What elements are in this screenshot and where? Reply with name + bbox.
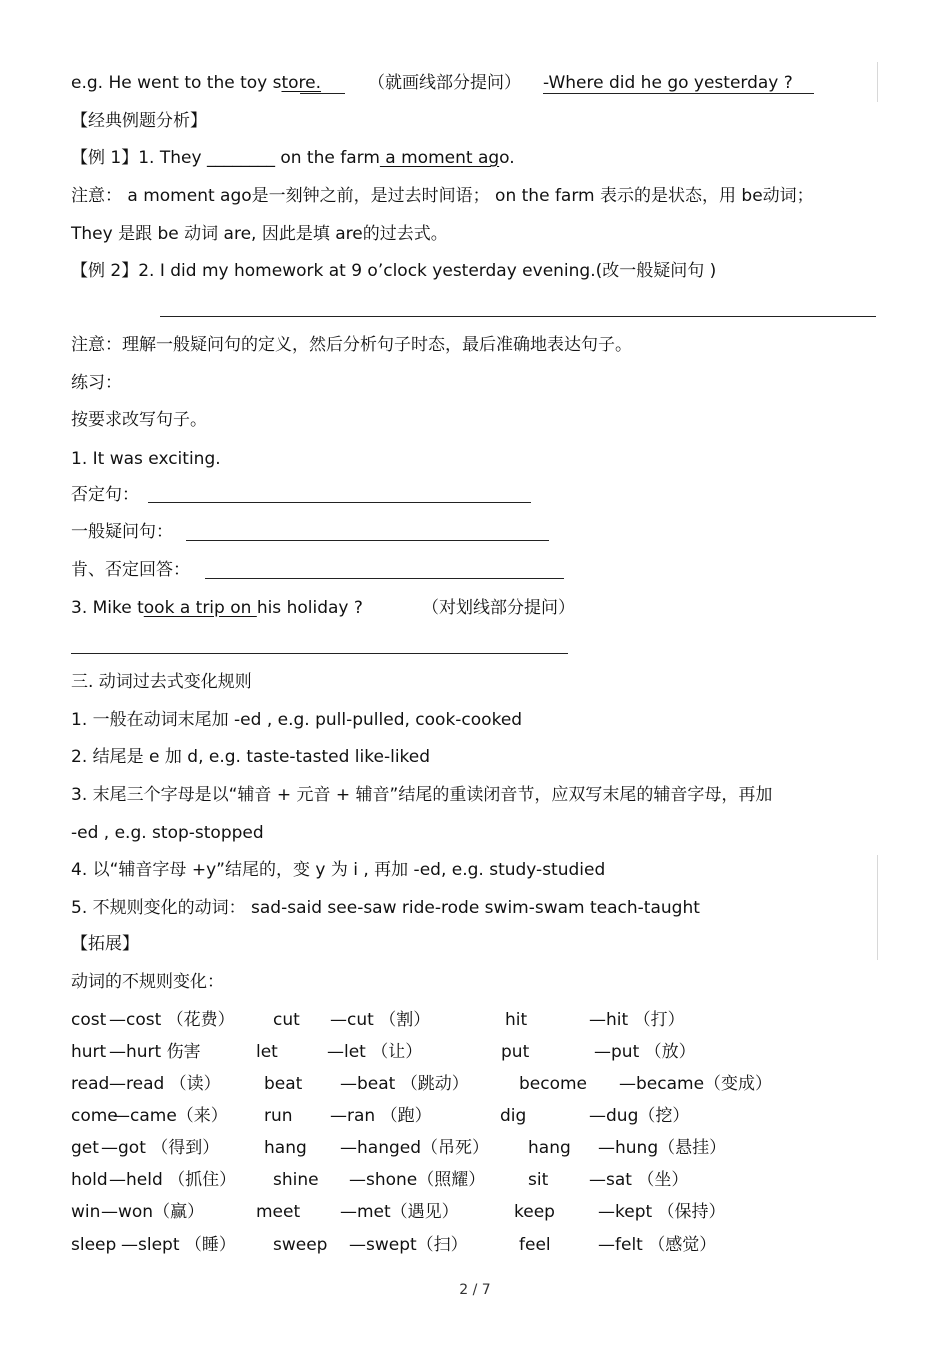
question-3-prefix: 3. Mike t [71, 598, 144, 618]
verb-base: beat [264, 1074, 303, 1094]
verb-base: shine [273, 1170, 319, 1190]
verb-base: cut [273, 1010, 300, 1030]
verb-base: run [264, 1106, 293, 1126]
verb-base: hold [71, 1170, 108, 1190]
verb-base: win [71, 1202, 101, 1222]
rule-3b: -ed , e.g. stop-stopped [71, 823, 264, 843]
right-margin-bar-top [877, 62, 878, 102]
verb-past: —held （抓住） [109, 1170, 237, 1190]
verb-base: let [256, 1042, 278, 1062]
example-answer-underline [543, 93, 814, 94]
example-1-text: 1. They ________ on the farm [138, 148, 380, 168]
verb-past: —came（来） [113, 1106, 228, 1126]
verb-base: dig [500, 1106, 527, 1126]
verb-past: —got （得到） [101, 1138, 220, 1158]
rule-1: 1. 一般在动词末尾加 -ed , e.g. pull-pulled, cook-cooked [71, 710, 523, 730]
example-1 [71, 147, 515, 169]
note-1b: They 是跟 be 动词 are, 因此是填 are的过去式。 [71, 224, 448, 244]
verb-base: sweep [273, 1235, 328, 1255]
expand-heading: 【拓展】 [71, 934, 139, 954]
verb-base: get [71, 1138, 99, 1158]
negative-label: 否定句： [71, 485, 139, 505]
verb-past: —sat （坐） [589, 1170, 689, 1190]
example-note: （就画线部分提问） [368, 73, 521, 93]
right-margin-bar-bottom [877, 855, 878, 960]
verb-past: —swept（扫） [349, 1235, 468, 1255]
rule-4: 4. 以“辅音字母 +y”结尾的，变 y 为 i , 再加 -ed, e.g. study-studied [71, 860, 606, 880]
verb-base: come [71, 1106, 118, 1126]
verb-base: read [71, 1074, 110, 1094]
verb-past: —cost （花费） [109, 1010, 235, 1030]
verb-past: —met（遇见） [340, 1202, 459, 1222]
section-3-heading: 三. 动词过去式变化规则 [71, 672, 252, 692]
verb-past: —dug（挖） [589, 1106, 690, 1126]
verb-base: hit [505, 1010, 528, 1030]
rule-3: 3. 末尾三个字母是以“辅音 + 元音 + 辅音”结尾的重读闭音节，应双写末尾的辅音字母，再加 [71, 785, 773, 805]
example-line [71, 72, 321, 94]
classic-heading: 【经典例题分析】 [71, 111, 207, 131]
question-1: 1. It was exciting. [71, 449, 221, 469]
rule-2: 2. 结尾是 e 加 d, e.g. taste-tasted like-liked [71, 747, 431, 767]
example-prefix: e.g. He went to the toy s [71, 73, 282, 93]
irregular-heading: 动词的不规则变化： [71, 972, 224, 992]
example-1-tag: 【例 1】 [71, 148, 139, 168]
note-2: 注意：理解一般疑问句的定义，然后分析句子时态，最后准确地表达句子。 [71, 335, 632, 355]
rewrite-instruction: 按要求改写句子。 [71, 410, 207, 430]
question-3 [71, 597, 363, 619]
verb-past: —hung（悬挂） [598, 1138, 727, 1158]
verb-base: become [519, 1074, 588, 1094]
verb-past: —kept （保持） [598, 1202, 726, 1222]
example-answer: -Where did he go yesterday ? [543, 73, 793, 93]
short-answer-label: 肯、否定回答： [71, 560, 190, 580]
negative-answer-line [148, 502, 531, 503]
verb-base: feel [519, 1235, 551, 1255]
question-3-note: （对划线部分提问） [422, 598, 575, 618]
verb-base: meet [256, 1202, 301, 1222]
question-3-answer-line [71, 653, 568, 654]
verb-past: —hit （打） [589, 1010, 685, 1030]
note-1: 注意： a moment ago是一刻钟之前，是过去时间语； on the farm 表示的是状态，用 be动词； [71, 186, 814, 206]
verb-base: put [501, 1042, 530, 1062]
verb-base: sleep [71, 1235, 117, 1255]
verb-past: —beat （跳动） [340, 1074, 469, 1094]
example-underlined: tore. [281, 73, 322, 93]
short-answer-line [205, 578, 564, 579]
verb-base: keep [514, 1202, 555, 1222]
rule-5: 5. 不规则变化的动词： sad-said see-saw ride-rode swim-swam teach-taught [71, 898, 700, 918]
verb-past: —won（赢） [101, 1202, 205, 1222]
verb-base: cost [71, 1010, 107, 1030]
verb-past: —became（变成） [619, 1074, 773, 1094]
example-2: 【例 2】2. I did my homework at 9 o’clock yesterday evening.(改一般疑问句 ) [71, 261, 717, 281]
verb-past: —let （让） [327, 1042, 423, 1062]
question-3-suffix: his holiday ? [256, 598, 363, 618]
verb-past: —hurt 伤害 [109, 1042, 201, 1062]
verb-past: —read （读） [109, 1074, 221, 1094]
verb-past: —ran （跑） [330, 1106, 432, 1126]
verb-past: —slept （睡） [121, 1235, 236, 1255]
question-3-underlined: ook a trip on [143, 598, 257, 618]
verb-past: —hanged（吊死） [340, 1138, 490, 1158]
verb-base: hang [528, 1138, 571, 1158]
verb-past: —put （放） [594, 1042, 696, 1062]
question-form-label: 一般疑问句： [71, 522, 173, 542]
example-underline-ext [300, 93, 345, 94]
verb-base: hurt [71, 1042, 107, 1062]
verb-past: —cut （割） [330, 1010, 431, 1030]
page-number: 2 / 7 [459, 1282, 491, 1298]
verb-base: sit [528, 1170, 549, 1190]
verb-past: —felt （感觉） [598, 1235, 717, 1255]
example-1-underlined: a moment ag [379, 148, 500, 168]
verb-base: hang [264, 1138, 307, 1158]
example-1-end: o. [499, 148, 515, 168]
question-form-answer-line [186, 540, 549, 541]
verb-past: —shone（照耀） [349, 1170, 486, 1190]
example-2-answer-line [160, 316, 876, 317]
practice-heading: 练习： [71, 373, 122, 393]
